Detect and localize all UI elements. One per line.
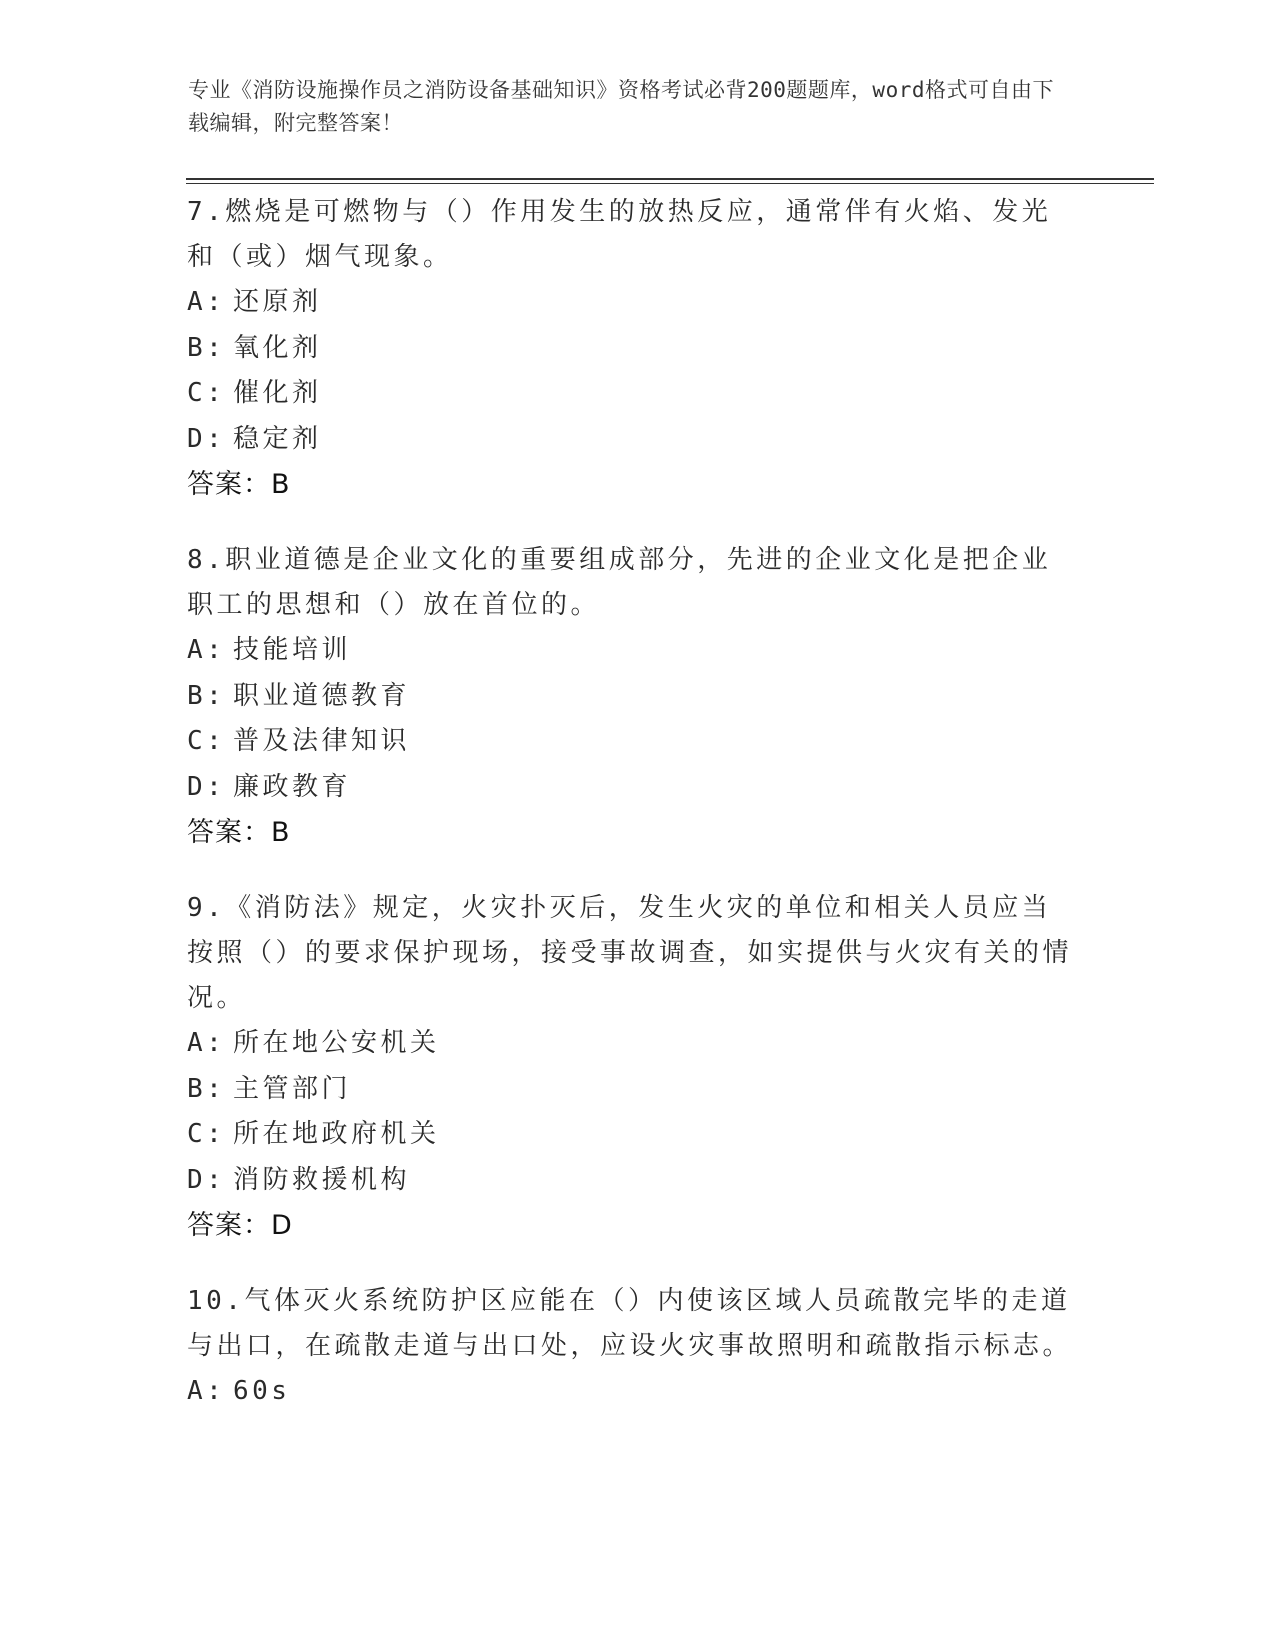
question-10	[187, 1279, 1077, 1415]
option-letter: D:	[187, 1164, 226, 1195]
option-a	[187, 280, 1077, 326]
option-text: 廉政教育	[233, 771, 352, 802]
option-text: 还原剂	[233, 287, 322, 317]
option-text: 职业道德教育	[233, 680, 411, 711]
question-stem: 7.燃烧是可燃物与（）作用发生的放热反应，通常伴有火焰、发光和（或）烟气现象。	[187, 197, 1052, 272]
question-list	[187, 190, 1077, 1445]
header-divider-thin	[186, 183, 1154, 184]
option-c	[187, 719, 1077, 765]
option-b	[187, 674, 1077, 720]
option-letter: A:	[187, 1376, 226, 1406]
answer-line: 答案：B	[187, 469, 291, 500]
option-c	[187, 1112, 1077, 1158]
option-letter: A:	[187, 635, 226, 665]
option-d	[187, 765, 1077, 811]
option-text: 技能培训	[233, 635, 352, 665]
question-stem: 10.气体灭火系统防护区应能在（）内使该区域人员疏散完毕的走道与出口，在疏散走道与出口处，应设火灾事故照明和疏散指示标志。	[187, 1286, 1073, 1361]
option-letter: B:	[187, 332, 226, 363]
option-text: 所在地公安机关	[233, 1028, 440, 1058]
question-8	[187, 538, 1077, 856]
option-letter: C:	[187, 1119, 226, 1149]
question-7	[187, 190, 1077, 508]
question-9	[187, 886, 1077, 1249]
option-text: 普及法律知识	[233, 726, 411, 756]
option-letter: D:	[187, 771, 226, 802]
option-letter: A:	[187, 1028, 226, 1058]
option-letter: D:	[187, 423, 226, 454]
option-letter: A:	[187, 287, 226, 317]
document-header: 专业《消防设施操作员之消防设备基础知识》资格考试必背200题题库，word格式可自由下载编辑，附完整答案！	[188, 78, 1054, 135]
option-text: 催化剂	[233, 378, 322, 408]
header-divider-thick	[186, 178, 1154, 180]
option-text: 主管部门	[233, 1073, 352, 1104]
option-d	[187, 417, 1077, 463]
option-text: 稳定剂	[233, 423, 322, 454]
option-text: 氧化剂	[233, 332, 322, 363]
option-letter: B:	[187, 680, 226, 711]
option-letter: C:	[187, 378, 226, 408]
option-c	[187, 371, 1077, 417]
option-text: 60s	[233, 1376, 291, 1406]
option-text: 所在地政府机关	[233, 1119, 440, 1149]
option-a	[187, 1369, 1077, 1415]
answer-line: 答案：B	[187, 817, 291, 848]
option-text: 消防救援机构	[233, 1164, 411, 1195]
answer-line: 答案：D	[187, 1210, 293, 1241]
option-b	[187, 1067, 1077, 1113]
option-letter: C:	[187, 726, 226, 756]
option-letter: B:	[187, 1073, 226, 1104]
option-d	[187, 1158, 1077, 1204]
option-b	[187, 326, 1077, 372]
option-a	[187, 628, 1077, 674]
option-a	[187, 1021, 1077, 1067]
question-stem: 9.《消防法》规定，火灾扑灭后，发生火灾的单位和相关人员应当按照（）的要求保护现场，接受事故调查，如实提供与火灾有关的情况。	[187, 893, 1073, 1013]
question-stem: 8.职业道德是企业文化的重要组成部分，先进的企业文化是把企业职工的思想和（）放在首位的。	[187, 545, 1052, 620]
